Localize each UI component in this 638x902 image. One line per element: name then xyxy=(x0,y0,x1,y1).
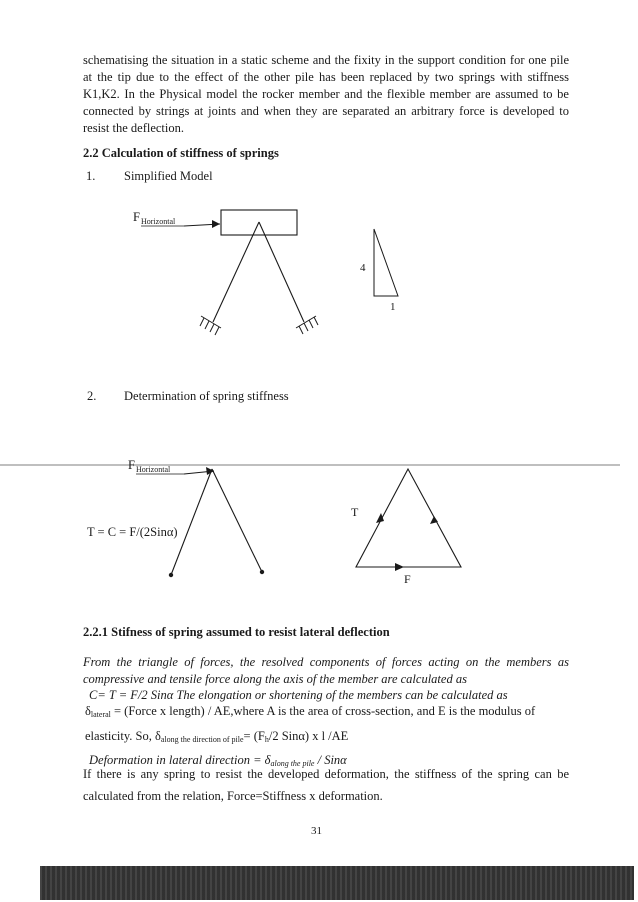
fig2-triangle-T: T xyxy=(351,505,359,519)
item-2-number: 2. xyxy=(87,389,97,403)
fig1-force-label: F xyxy=(133,210,140,224)
lateral-deflection-text: = (Force x length) / AE,where A is the area of cross-section, and E is the modulus of xyxy=(110,704,536,718)
item-1-number: 1. xyxy=(86,169,96,183)
fig2-triangle-arrow-bottom xyxy=(395,563,404,571)
delta-along-pile-subscript: along the pile xyxy=(270,759,315,768)
lateral-deflection-line xyxy=(85,703,535,723)
delta-lateral-subscript: lateral xyxy=(90,710,111,719)
fig2-left-member xyxy=(171,469,212,575)
force-h-subscript: h xyxy=(264,735,269,744)
item-1-label: Simplified Model xyxy=(124,169,213,183)
fig2-right-member xyxy=(212,469,262,572)
scan-bottom-bar xyxy=(40,866,634,900)
section-heading-2-2: 2.2 Calculation of stiffness of springs xyxy=(83,146,279,160)
fig2-right-joint xyxy=(260,570,264,574)
section-heading-2-2-1: 2.2.1 Stifness of spring assumed to resist lateral deflection xyxy=(83,625,390,639)
fig2-force-label: F xyxy=(128,458,135,472)
page-number: 31 xyxy=(311,825,322,837)
lateral-deformation-formula: / Sinα xyxy=(314,753,347,767)
fig2-force-triangle xyxy=(356,469,461,567)
fig2-tc-equation: T = C = F/(2Sinα) xyxy=(87,525,178,539)
delta-symbol-3: δ xyxy=(264,753,271,767)
fig1-slope-horizontal: 1 xyxy=(390,301,396,313)
delta-symbol: δ xyxy=(85,704,91,718)
elongation-formula-a: = (F xyxy=(243,729,265,743)
spring-stiffness-paragraph: If there is any spring to resist the developed deformation, the stiffness of the spring can be calculated from the relation, Force=Stiffness x deformation. xyxy=(83,767,569,803)
triangle-of-forces-paragraph: From the triangle of forces, the resolved components of forces acting on the members as compressive and tensile force along the axis of the member are calculated as xyxy=(83,655,569,686)
lateral-deformation-text: Deformation in lateral direction = xyxy=(89,753,265,767)
fig2-triangle-F: F xyxy=(404,572,411,586)
delta-along-subscript: along the direction of pile xyxy=(160,735,244,744)
fig2-triangle-arrow-left xyxy=(376,513,384,523)
elasticity-line xyxy=(85,728,348,748)
fig1-slope-vertical: 4 xyxy=(360,262,366,274)
item-2-label: Determination of spring stiffness xyxy=(124,389,289,403)
delta-symbol-2: δ xyxy=(155,729,161,743)
force-component-line: C= T = F/2 Sinα The elongation or shortening of the members can be calculated as xyxy=(89,688,508,702)
intro-paragraph: schematising the situation in a static scheme and the fixity in the support condition for one pile at the tip due to the effect of the other pile has been replaced by two springs with stiffness K1,K2. In the Physical model the rocker member and the flexible member are assumed to be connected by strings at joints and when they are separated an arbitrary force is developed to resist the deflection. xyxy=(83,53,569,135)
elasticity-text: elasticity. So, xyxy=(85,729,156,743)
elongation-formula-b: /2 Sinα) x l /AE xyxy=(268,729,349,743)
fig2-force-sub: Horizontal xyxy=(136,465,171,474)
fig1-force-sub: Horizontal xyxy=(141,217,176,226)
fig2-left-joint xyxy=(169,573,173,577)
